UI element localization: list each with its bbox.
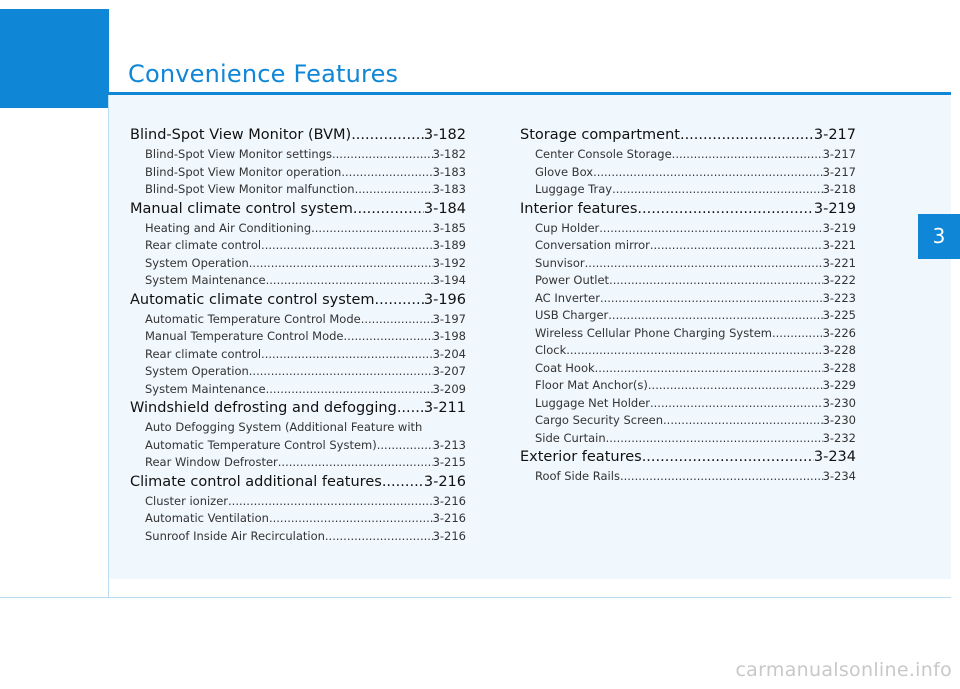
toc-page-number: 3-189 [432, 238, 466, 252]
toc-entry-label: Sunvisor [535, 255, 585, 270]
toc-entry-label: Floor Mat Anchor(s) [535, 378, 648, 392]
toc-entry[interactable] [130, 146, 466, 164]
toc-dot-leader [355, 181, 433, 199]
toc-page-number: 3-209 [432, 381, 466, 396]
toc-page-number: 3-229 [822, 378, 856, 392]
toc-dot-leader [650, 395, 823, 413]
toc-entry-label: System Maintenance [145, 381, 266, 396]
toc-entry[interactable] [130, 493, 466, 511]
toc-dot-leader [332, 146, 433, 164]
toc-right-column [520, 125, 856, 486]
toc-dot-leader [228, 493, 433, 511]
toc-entry-label: Power Outlet [535, 273, 610, 287]
toc-entry[interactable] [130, 255, 466, 273]
toc-entry[interactable] [130, 328, 466, 346]
left-margin-rule [108, 95, 109, 598]
toc-page-number: 3-222 [822, 273, 856, 287]
toc-page-number: 3-217 [822, 147, 856, 161]
toc-dot-leader [397, 398, 424, 419]
toc-page-number: 3-211 [423, 400, 466, 416]
toc-entry-label: Glove Box [535, 164, 594, 179]
toc-entry-continued[interactable]: Auto Defogging System (Additional Feature with [145, 420, 423, 434]
toc-entry-label: Cluster ionizer [145, 493, 229, 508]
watermark: carmanualsonline.info [735, 659, 952, 681]
toc-entry-label: Side Curtain [535, 430, 606, 445]
toc-page-number: 3-213 [432, 437, 466, 452]
toc-entry-label: Center Console Storage [535, 147, 672, 161]
toc-dot-leader [772, 325, 823, 343]
toc-page-number: 3-218 [822, 182, 856, 196]
toc-dot-leader [595, 360, 823, 378]
toc-entry[interactable] [520, 430, 856, 448]
toc-dot-leader [266, 272, 433, 290]
toc-dot-leader [606, 430, 823, 448]
toc-page-number: 3-225 [822, 308, 856, 322]
toc-section-heading[interactable] [130, 199, 466, 220]
toc-page-number: 3-184 [423, 200, 466, 217]
toc-entry-label: Automatic climate control system [130, 291, 375, 308]
toc-entry-label: Luggage Tray [535, 182, 613, 196]
toc-page-number: 3-219 [822, 220, 856, 235]
toc-dot-leader [382, 472, 424, 493]
toc-entry-label: Rear climate control [145, 346, 262, 361]
toc-entry[interactable] [130, 237, 466, 255]
toc-entry-label: Roof Side Rails [535, 469, 620, 483]
toc-page-number: 3-182 [432, 147, 466, 161]
toc-entry-label: Heating and Air Conditioning [145, 220, 312, 235]
toc-entry[interactable] [520, 325, 856, 343]
toc-page-number: 3-183 [432, 182, 466, 196]
toc-entry[interactable] [130, 311, 466, 329]
toc-dot-leader [249, 363, 433, 381]
toc-page-number: 3-221 [822, 238, 856, 252]
toc-entry-label: Interior features [520, 200, 638, 217]
header-color-block [0, 9, 109, 108]
toc-dot-leader [672, 146, 823, 164]
toc-page-number: 3-223 [822, 290, 856, 305]
toc-dot-leader [566, 342, 822, 360]
toc-entry-label: Automatic Ventilation [145, 511, 269, 525]
toc-entry[interactable] [130, 272, 466, 290]
toc-entry[interactable] [520, 181, 856, 199]
toc-section-heading[interactable] [130, 398, 466, 419]
toc-entry[interactable] [520, 342, 856, 360]
toc-entry-label: Sunroof Inside Air Recirculation [145, 528, 325, 543]
toc-page-number: 3-204 [432, 346, 466, 361]
toc-entry[interactable] [130, 437, 466, 455]
toc-entry-label: Cup Holder [535, 220, 600, 235]
toc-page-number: 3-234 [813, 449, 856, 465]
toc-dot-leader [249, 255, 433, 273]
toc-entry-label: Clock [535, 343, 567, 357]
toc-page-number: 3-221 [822, 255, 856, 270]
toc-page-number: 3-182 [423, 127, 466, 143]
toc-entry-label: Blind-Spot View Monitor operation [145, 164, 342, 179]
toc-entry[interactable] [520, 360, 856, 378]
toc-dot-leader [269, 510, 433, 528]
toc-entry-label: Rear Window Defroster [145, 455, 278, 469]
toc-dot-leader [344, 328, 433, 346]
toc-page-number: 3-196 [423, 291, 466, 308]
toc-section-heading[interactable] [130, 472, 466, 493]
toc-dot-leader [311, 220, 432, 238]
toc-entry-label: Windshield defrosting and defogging [130, 400, 397, 416]
toc-entry-label: Automatic Temperature Control System) [145, 437, 377, 452]
toc-entry[interactable] [130, 164, 466, 182]
toc-dot-leader [609, 272, 823, 290]
toc-page-number: 3-216 [432, 511, 466, 525]
toc-entry-label: Cargo Security Screen [535, 413, 664, 427]
toc-entry[interactable] [520, 220, 856, 238]
toc-dot-leader [642, 447, 814, 468]
toc-section-heading[interactable] [130, 125, 466, 146]
toc-entry[interactable] [130, 510, 466, 528]
toc-entry[interactable] [520, 290, 856, 308]
toc-page-number: 3-192 [432, 255, 466, 270]
toc-entry-label: Exterior features [520, 449, 642, 465]
toc-page-number: 3-198 [432, 329, 466, 343]
toc-dot-leader [600, 290, 823, 308]
toc-entry-label: Manual Temperature Control Mode [145, 329, 344, 343]
toc-entry-label: Storage compartment [520, 127, 680, 143]
toc-dot-leader [261, 237, 433, 255]
toc-dot-leader [266, 381, 433, 399]
toc-entry-label: Blind-Spot View Monitor settings [145, 147, 332, 161]
toc-page-number: 3-216 [423, 473, 466, 490]
toc-entry-label: AC Inverter [535, 290, 600, 305]
toc-dot-leader [663, 412, 823, 430]
toc-entry-label: System Operation [145, 364, 249, 378]
toc-page-number: 3-230 [822, 413, 856, 427]
toc-entry-label: Blind-Spot View Monitor (BVM) [130, 127, 352, 143]
toc-page-number: 3-217 [822, 164, 856, 179]
toc-dot-leader [261, 346, 433, 364]
toc-entry-label: Wireless Cellular Phone Charging System [535, 325, 772, 340]
toc-dot-leader [375, 290, 424, 311]
toc-page-number: 3-215 [432, 455, 466, 469]
toc-section-heading[interactable] [520, 447, 856, 468]
toc-dot-leader [361, 311, 433, 329]
toc-page-number: 3-232 [822, 430, 856, 445]
toc-dot-leader [637, 199, 813, 220]
toc-entry[interactable] [520, 164, 856, 182]
toc-page-number: 3-207 [432, 364, 466, 378]
toc-entry[interactable] [130, 528, 466, 546]
toc-entry[interactable] [130, 454, 466, 472]
toc-dot-leader [650, 237, 823, 255]
toc-page-number: 3-219 [813, 200, 856, 217]
toc-dot-leader [585, 255, 823, 273]
toc-section-heading[interactable] [520, 125, 856, 146]
toc-dot-leader [325, 528, 433, 546]
toc-section-heading[interactable] [520, 199, 856, 220]
page-title: Convenience Features [128, 60, 399, 88]
toc-page-number: 3-216 [432, 528, 466, 543]
toc-entry-label: Coat Hook [535, 360, 595, 375]
toc-entry[interactable] [520, 307, 856, 325]
toc-entry[interactable] [520, 468, 856, 486]
toc-page-number: 3-217 [813, 127, 856, 143]
toc-dot-leader [608, 307, 822, 325]
toc-dot-leader [620, 468, 823, 486]
toc-dot-leader [648, 377, 823, 395]
toc-entry[interactable] [520, 377, 856, 395]
toc-entry-label: System Operation [145, 255, 249, 270]
toc-page-number: 3-194 [432, 273, 466, 287]
toc-page-number: 3-183 [432, 164, 466, 179]
toc-entry[interactable] [130, 220, 466, 238]
toc-page-number: 3-185 [432, 220, 466, 235]
toc-dot-leader [341, 164, 432, 182]
toc-dot-leader [680, 125, 814, 146]
toc-entry-label: Conversation mirror [535, 238, 650, 252]
toc-entry[interactable] [520, 255, 856, 273]
toc-entry[interactable] [520, 146, 856, 164]
toc-entry-label: System Maintenance [145, 273, 266, 287]
toc-entry[interactable] [520, 395, 856, 413]
toc-entry-label: Climate control additional features [130, 473, 382, 490]
toc-entry-label: Manual climate control system [130, 200, 353, 217]
toc-entry[interactable] [130, 181, 466, 199]
toc-section-heading[interactable] [130, 290, 466, 311]
toc-entry[interactable] [130, 346, 466, 364]
toc-dot-leader [593, 164, 823, 182]
chapter-tab[interactable]: 3 [918, 214, 960, 259]
toc-entry[interactable] [520, 237, 856, 255]
toc-page-number: 3-216 [432, 493, 466, 508]
toc-entry-label: Luggage Net Holder [535, 395, 650, 410]
toc-page-number: 3-228 [822, 360, 856, 375]
toc-entry[interactable] [130, 381, 466, 399]
toc-entry-label: Automatic Temperature Control Mode [145, 311, 361, 326]
toc-page-number: 3-230 [822, 395, 856, 410]
toc-entry-label: USB Charger [535, 308, 609, 322]
toc-entry-label: Blind-Spot View Monitor malfunction [145, 182, 355, 196]
toc-dot-leader [599, 220, 822, 238]
toc-dot-leader [278, 454, 433, 472]
toc-entry[interactable] [520, 412, 856, 430]
toc-page-number: 3-226 [822, 325, 856, 340]
toc-dot-leader [612, 181, 822, 199]
toc-entry[interactable] [130, 363, 466, 381]
toc-page-number: 3-228 [822, 343, 856, 357]
toc-entry-label: Rear climate control [145, 238, 262, 252]
toc-page-number: 3-197 [432, 311, 466, 326]
bottom-rule [0, 597, 951, 598]
toc-dot-leader [351, 125, 424, 146]
toc-left-column [130, 125, 466, 545]
toc-dot-leader [353, 199, 424, 220]
toc-dot-leader [377, 437, 433, 455]
toc-page-number: 3-234 [822, 469, 856, 483]
toc-entry[interactable] [520, 272, 856, 290]
